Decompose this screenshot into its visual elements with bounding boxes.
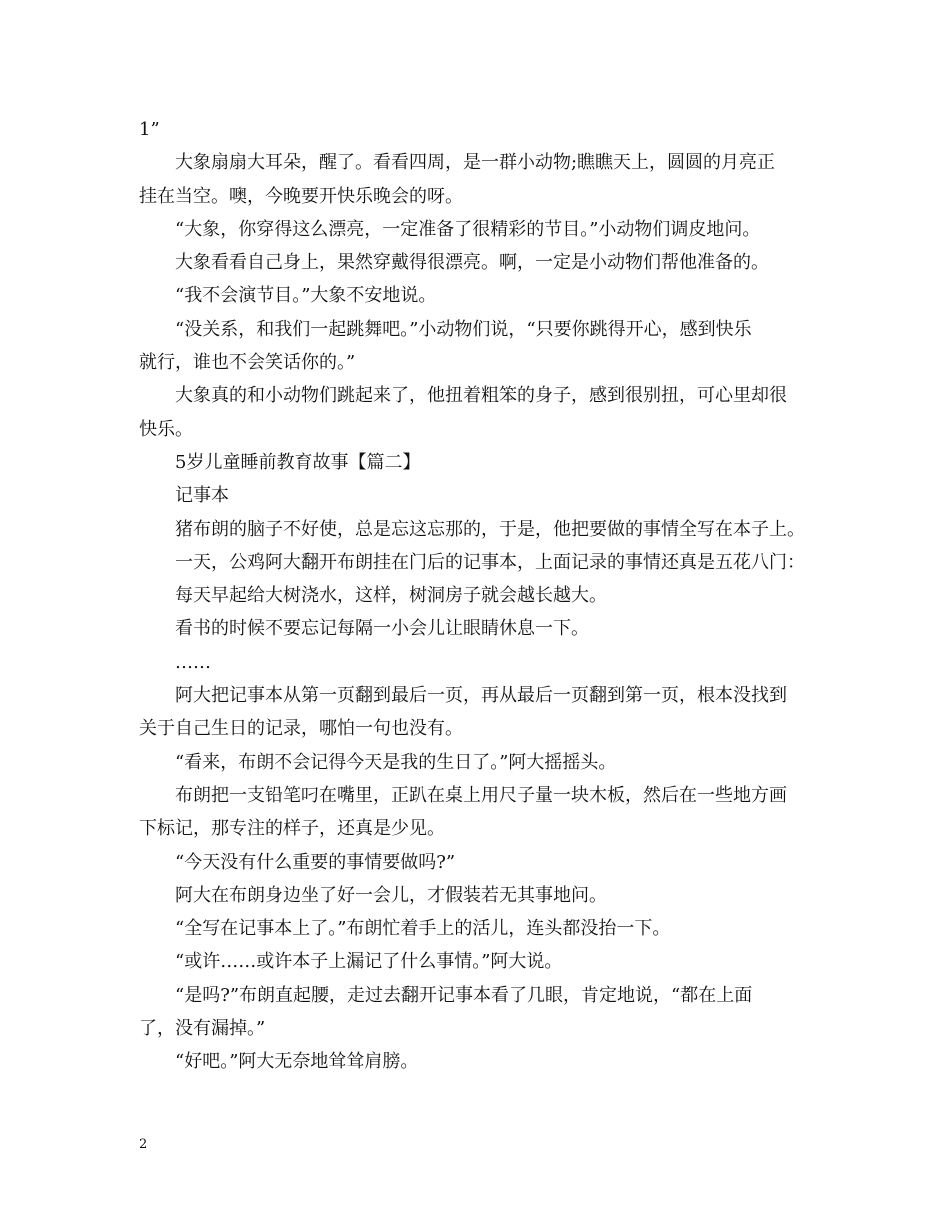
text-line: 大象真的和小动物们跳起来了，他扭着粗笨的身子，感到很别扭，可心里却很 — [175, 385, 787, 407]
text-line: 1” — [139, 119, 160, 140]
text-line: “全写在记事本上了。”布朗忙着手上的活儿，连头都没抬一下。 — [175, 918, 671, 940]
text-line: 下标记，那专注的样子，还真是少见。 — [139, 818, 445, 840]
text-line: 大象看看自己身上，果然穿戴得很漂亮。啊，一定是小动物们帮他准备的。 — [175, 252, 769, 274]
text-line: 一天，公鸡阿大翻开布朗挂在门后的记事本，上面记录的事情还真是五花八门： — [175, 551, 805, 573]
text-line: “大象，你穿得这么漂亮，一定准备了很精彩的节目。”小动物们调皮地问。 — [175, 218, 761, 240]
text-line: “我不会演节目。”大象不安地说。 — [175, 285, 437, 307]
text-line: 看书的时候不要忘记每隔一小会儿让眼睛休息一下。 — [175, 618, 589, 640]
section-heading: 5岁儿童睡前教育故事【篇二】 — [175, 451, 421, 473]
page-number: 2 — [139, 1137, 148, 1152]
text-line: 快乐。 — [139, 418, 193, 440]
text-line: 就行，谁也不会笑话你的。” — [139, 352, 356, 374]
text-line: 猪布朗的脑子不好使，总是忘这忘那的，于是，他把要做的事情全写在本子上。 — [175, 518, 805, 540]
text-line: “没关系，和我们一起跳舞吧。”小动物们说，“只要你跳得开心，感到快乐 — [175, 318, 752, 340]
text-line: 挂在当空。噢，今晚要开快乐晚会的呀。 — [139, 185, 463, 207]
text-line: 布朗把一支铅笔叼在嘴里，正趴在桌上用尺子量一块木板，然后在一些地方画 — [175, 784, 787, 806]
page-body — [139, 113, 819, 1079]
text-line: 阿大在布朗身边坐了好一会儿，才假装若无其事地问。 — [175, 884, 607, 906]
text-line: “或许……或许本子上漏记了什么事情。”阿大说。 — [175, 951, 563, 973]
text-line: 大象扇扇大耳朵，醒了。看看四周，是一群小动物;瞧瞧天上，圆圆的月亮正 — [175, 152, 776, 174]
text-line: “好吧。”阿大无奈地耸耸肩膀。 — [175, 1051, 419, 1073]
text-line: “看来，布朗不会记得今天是我的生日了。”阿大摇摇头。 — [175, 751, 617, 773]
text-line: 关于自己生日的记录，哪怕一句也没有。 — [139, 718, 463, 740]
text-line: 阿大把记事本从第一页翻到最后一页，再从最后一页翻到第一页，根本没找到 — [175, 685, 787, 707]
story-title: 记事本 — [175, 485, 229, 507]
ellipsis-line: …… — [175, 651, 211, 673]
text-line: 了，没有漏掉。” — [139, 1018, 266, 1040]
text-line: “是吗?”布朗直起腰，走过去翻开记事本看了几眼，肯定地说，“都在上面 — [175, 984, 753, 1006]
text-line: 每天早起给大树浇水，这样，树洞房子就会越长越大。 — [175, 585, 607, 607]
text-line: “今天没有什么重要的事情要做吗?” — [175, 851, 456, 873]
